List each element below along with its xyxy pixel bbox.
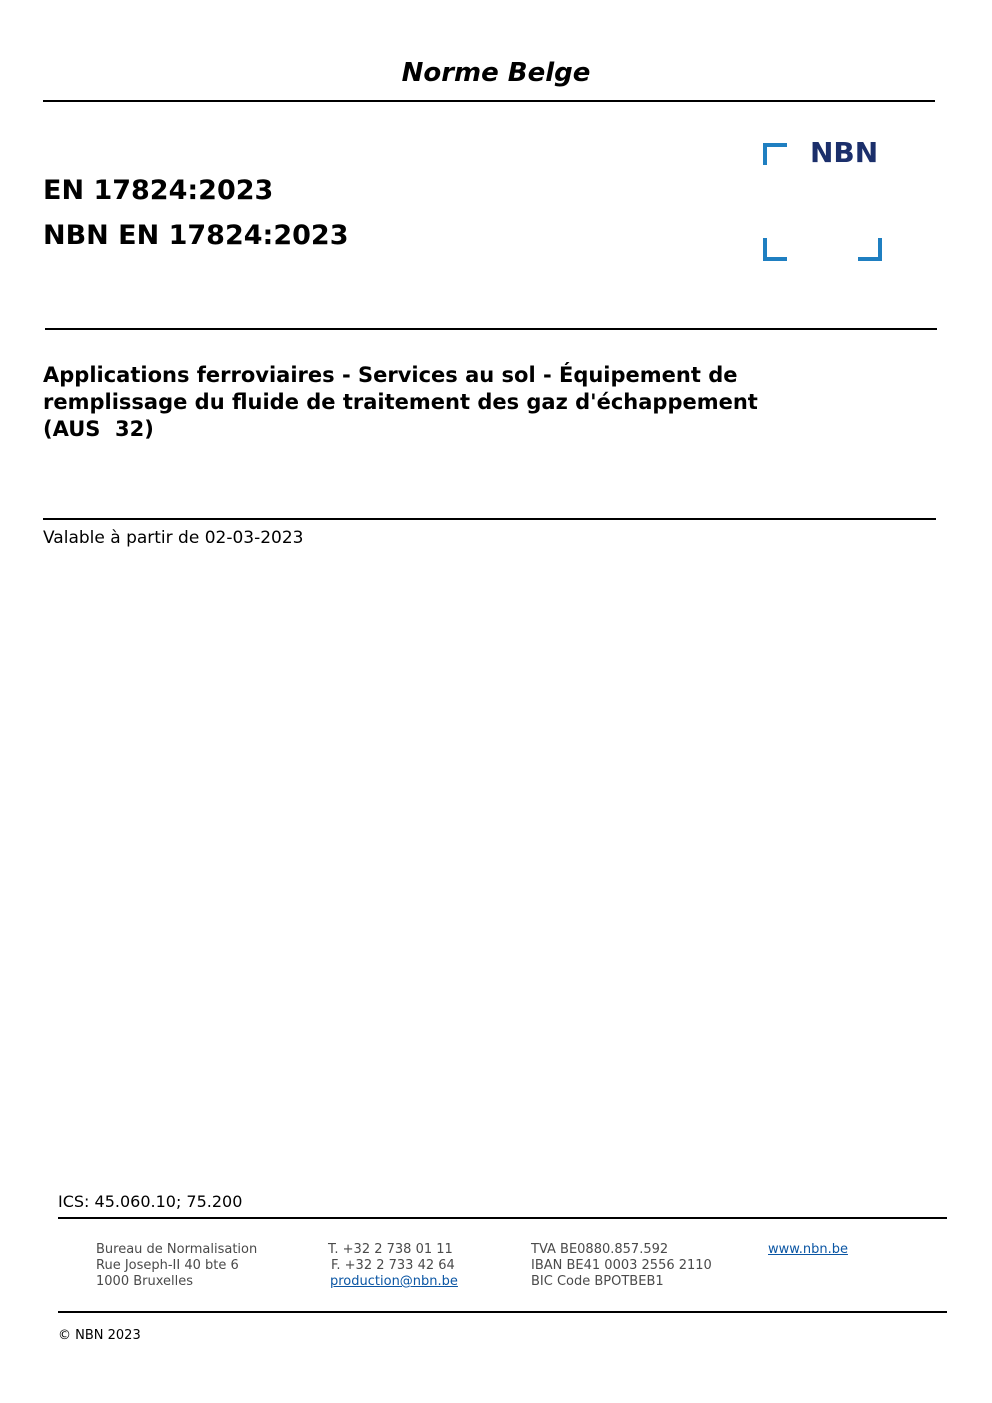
footer-top-rule <box>58 1217 947 1219</box>
footer-bank-line: IBAN BE41 0003 2556 2110 <box>531 1258 712 1273</box>
logo-corner-bottom-right-horizontal <box>858 257 882 261</box>
header-title: Norme Belge <box>401 58 591 88</box>
validity-date: Valable à partir de 02-03-2023 <box>43 528 304 548</box>
footer-email-link[interactable]: production@nbn.be <box>330 1274 458 1289</box>
standard-code-nbn: NBN EN 17824:2023 <box>43 220 349 251</box>
footer-address <box>96 1242 257 1290</box>
document-title-line-3: (AUS 32) <box>43 417 154 441</box>
footer-address-line: 1000 Bruxelles <box>96 1274 194 1289</box>
footer-address-line: Bureau de Normalisation <box>96 1242 258 1257</box>
logo-text: NBN <box>810 136 879 169</box>
footer-fax: F. +32 2 733 42 64 <box>331 1258 455 1273</box>
footer-contact <box>328 1242 458 1290</box>
copyright: © NBN 2023 <box>58 1328 141 1343</box>
document-title-line-1: Applications ferroviaires - Services au sol - Équipement de <box>43 363 738 387</box>
footer-website <box>768 1242 848 1258</box>
logo-corner-bottom-left-horizontal <box>763 257 787 261</box>
document-title-line-2: remplissage du fluide de traitement des gaz d'échappement <box>43 390 758 414</box>
footer-bank-line: TVA BE0880.857.592 <box>531 1242 669 1257</box>
document-title <box>43 362 923 443</box>
footer-address-line: Rue Joseph-II 40 bte 6 <box>96 1258 239 1273</box>
header-rule <box>43 100 935 102</box>
nbn-logo <box>760 136 886 264</box>
validity-rule <box>43 518 936 520</box>
standard-code-en: EN 17824:2023 <box>43 175 274 206</box>
footer-bottom-rule <box>58 1311 947 1313</box>
footer-phone: T. +32 2 738 01 11 <box>328 1242 453 1257</box>
ics-codes: ICS: 45.060.10; 75.200 <box>58 1192 243 1211</box>
title-top-rule <box>45 328 937 330</box>
footer-website-link[interactable]: www.nbn.be <box>768 1242 848 1257</box>
logo-corner-top-left-vertical <box>763 143 767 165</box>
footer-bank-line: BIC Code BPOTBEB1 <box>531 1274 664 1289</box>
footer-bank <box>531 1242 712 1290</box>
